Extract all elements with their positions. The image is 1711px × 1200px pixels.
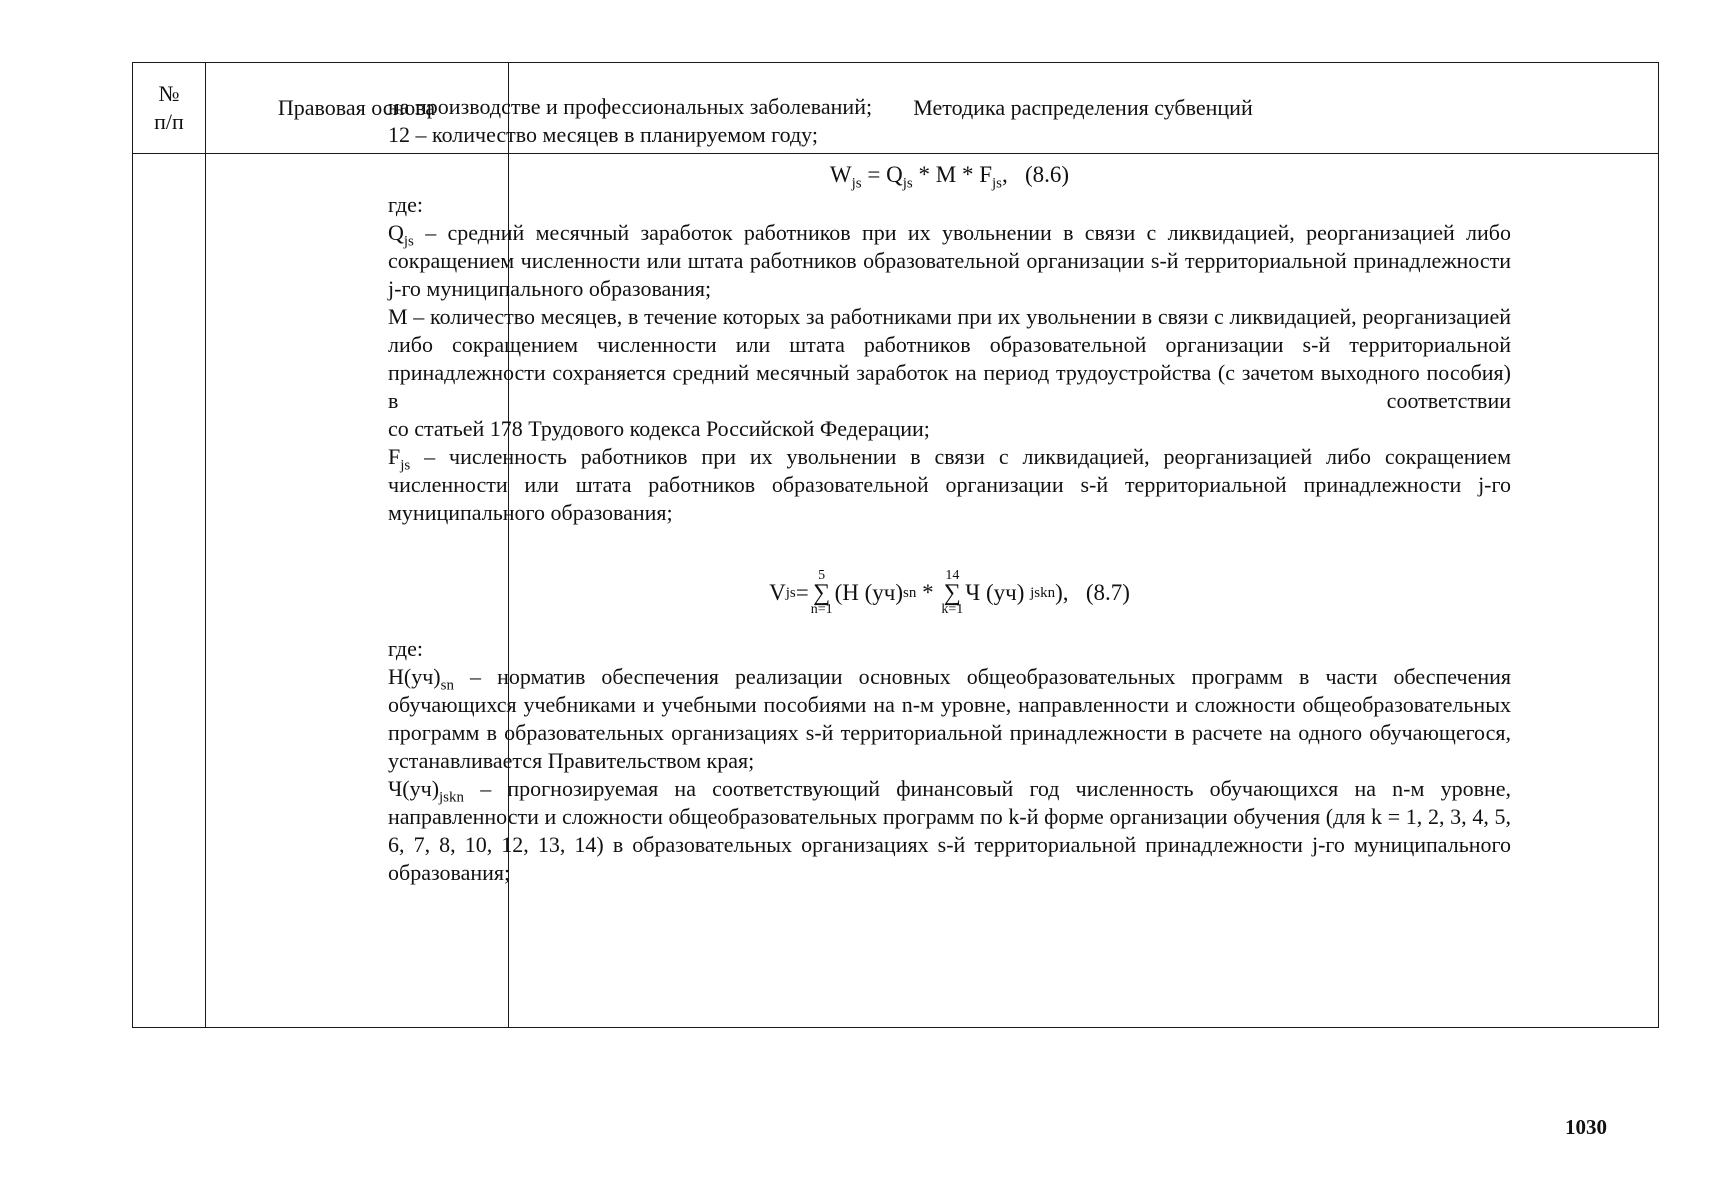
definition-q: $Q_{js}$ – средний месячный заработок работников при их увольнении в связи с ликвидацией, реорганизацией либо сокращением численности или штата работников образовательной организации s-й территориальной принадлежности j-го муниципального образования; bbox=[388, 220, 1511, 301]
text-line: на производстве и профессиональных заболеваний; bbox=[388, 94, 873, 119]
definition-h: $H(уч)_{sn}$ – норматив обеспечения реализации основных общеобразовательных программ в части обеспечения обучающихся учебниками и учебными пособиями на n-м уровне, направленности и сложности общеобразовательных программ в образовательных организациях s-й территориальной принадлежности в расчете на одного обучающегося, устанавливается Правительством края; bbox=[388, 664, 1511, 773]
sum-operator: 5 ∑ n=1 bbox=[810, 568, 833, 617]
formula-number: (8.6) bbox=[1025, 162, 1070, 187]
definition-m-end: со статьей 178 Трудового кодекса Российской Федерации; bbox=[388, 416, 930, 441]
definition-ch: $Ч(уч)_{jskn}$ – прогнозируемая на соответствующий финансовый год численность обучающихся на n-м уровне, направленности и сложности общеобразовательных программ по k-й форме организации обучения (для k = 1, 2, 3, 4, 5, 6, 7, 8, 10, 12, 13, 14) в образовательных организациях s-й территориальной принадлежности j-го муниципального образования; bbox=[388, 776, 1511, 885]
header-number-column bbox=[133, 63, 205, 153]
formula-8-7: V js = 5 ∑ n=1 (H (уч) sn * 14 ∑ k=1 Ч (уч) jskn ), (8.7) bbox=[769, 568, 1130, 617]
formula-number: (8.7) bbox=[1085, 580, 1130, 605]
sum-operator: 14 ∑ k=1 bbox=[941, 568, 964, 617]
text-line: 12 – количество месяцев в планируемом году; bbox=[388, 122, 818, 147]
column-divider bbox=[205, 63, 206, 1027]
header-methodology-label: Методика распределения субвенций bbox=[913, 95, 1253, 120]
where-label: где: bbox=[388, 192, 423, 217]
header-legal-basis-label: Правовая основа bbox=[277, 95, 436, 120]
definition-m: M – количество месяцев, в течение которых за работниками при их увольнении в связи с ликвидацией, реорганизацией либо сокращением численности или штата работников образовательной организации s-й территориальной принадлежности сохраняется средний месячный заработок на период трудоустройства (с зачетом выходного пособия) в соответствии bbox=[388, 304, 1511, 413]
definition-f: $F_{js}$ – численность работников при их увольнении в связи с ликвидацией, реорганизацией либо сокращением численности или штата работников образовательной организации s-й территориальной принадлежности j-го муниципального образования; bbox=[388, 444, 1511, 525]
methodology-text bbox=[388, 93, 1511, 887]
page-number: 1030 bbox=[1565, 1115, 1607, 1139]
formula-8-6: $W_{js} = Q_{js} * M * F_{js}$, (8.6) bbox=[829, 162, 1070, 192]
where-label: где: bbox=[388, 636, 423, 661]
header-number-label: № п/п bbox=[154, 81, 184, 134]
